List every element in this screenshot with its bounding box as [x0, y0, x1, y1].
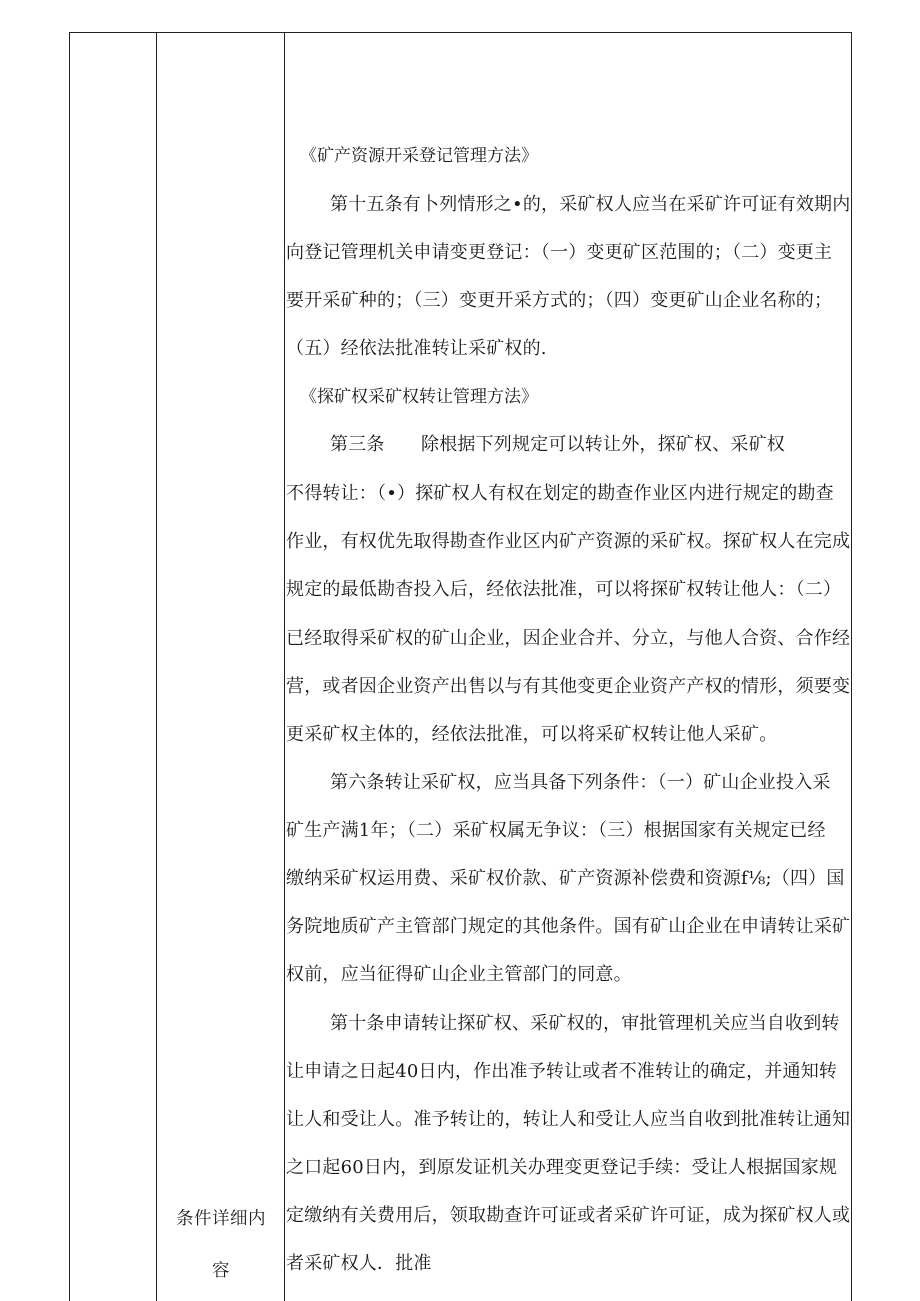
paragraph-line: 权前，应当征得矿山企业主管部门的同意。	[286, 964, 632, 985]
paragraph-line: 让申请之日起40日内，作出准予转让或者不准转让的确定，并通知转	[286, 1061, 838, 1082]
label-line-2: 容	[212, 1261, 230, 1281]
paragraph-line: 让人和受让人。准予转让的，转让人和受让人应当自收到批准转让通知	[286, 1109, 851, 1130]
regulation-title: 《探矿权采矿权转让管理方法》	[300, 387, 538, 407]
paragraph-line: 第十条申请转让探矿权、采矿权的，审批管理机关应当自收到转	[330, 1013, 840, 1034]
condition-detail-label	[158, 1193, 284, 1297]
paragraph-line: 作业，有权优先取得勘查作业区内矿产资源的采矿权。探矿权人在完成	[286, 531, 851, 552]
paragraph-line: 第三条 除根据下列规定可以转让外，探矿权、采矿权	[330, 434, 785, 455]
paragraph-line: 不得转让：（•）探矿权人有权在划定的勘查作业区内进行规定的勘查	[286, 483, 834, 504]
paragraph-line: 者采矿权人．批准	[286, 1253, 432, 1274]
paragraph-line: （五）经依法批准转让采矿权的.	[286, 338, 547, 359]
paragraph-line: 更采矿权主体的，经依法批准，可以将采矿权转让他人采矿。	[286, 724, 778, 745]
paragraph-line: 第十五条有卜列情形之•的，采矿权人应当在采矿许可证有效期内	[330, 194, 851, 215]
column-divider-1	[156, 33, 157, 1301]
paragraph-line: 规定的最低勘杳投入后，经依法批准，可以将探矿权转让他人：（二）	[286, 579, 842, 600]
paragraph-line: 定缴纳有关费用后，领取勘查许可证或者采矿许可证，成为探矿权人或	[286, 1205, 851, 1226]
paragraph-line: 向登记管理机关申请变更登记：（一）变更矿区范围的；（二）变更主	[286, 242, 833, 263]
paragraph-line: 已经取得采矿权的矿山企业，因企业合并、分立，与他人合资、合作经	[286, 628, 851, 649]
regulation-title: 《矿产资源开采登记管理方法》	[300, 146, 538, 166]
column-divider-2	[284, 33, 285, 1301]
paragraph-line: 之口起60日内，到原发证机关办理变更登记手续：受让人根据国家规	[286, 1157, 838, 1178]
paragraph-line: 务院地质矿产主管部门规定的其他条件。国有矿山企业在申请转让采矿	[286, 916, 851, 937]
document-table	[69, 32, 852, 1301]
label-line-1: 条件详细内	[176, 1209, 266, 1229]
paragraph-line: 要开采矿种的；（三）变更开采方式的；（四）变更矿山企业名称的；	[286, 290, 833, 311]
paragraph-line: 第六条转让采矿权，应当具备下列条件：（一）矿山企业投入采	[330, 772, 831, 793]
paragraph-line: 缴纳采矿权运用费、采矿权价款、矿产资源补偿费和资源f⅛;（四）国	[286, 868, 845, 889]
paragraph-line: 营，或者因企业资产出售以与有其他变更企业资产产权的情形，须要变	[286, 676, 851, 697]
paragraph-line: 矿生产满1年；（二）采矿权属无争议：（三）根据国家有关规定已经	[286, 820, 826, 841]
